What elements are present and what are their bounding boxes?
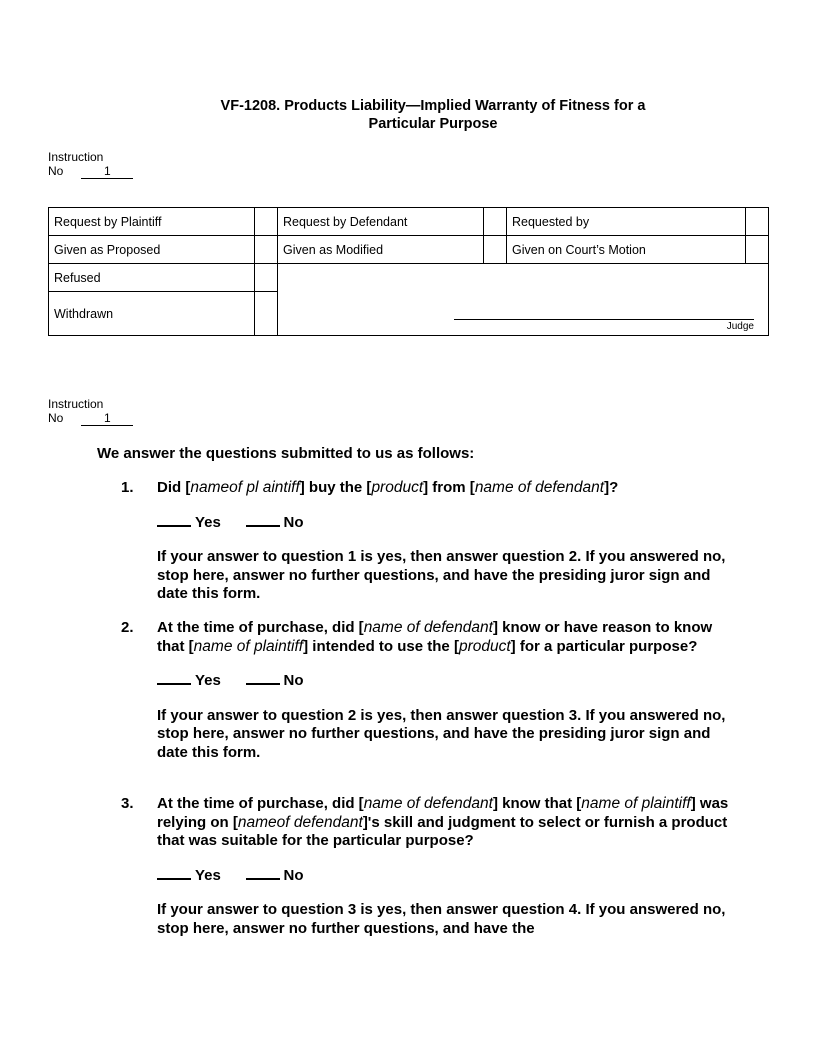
yes-no-answer [157,514,731,533]
given-as-proposed-label: Given as Proposed [49,236,255,264]
question-number: 2. [121,619,134,636]
placeholder-defendant-name: nameof defendant [237,813,363,831]
no-blank[interactable] [246,868,280,880]
placeholder-defendant-name: name of defendant [474,479,605,496]
question-3 [121,795,731,954]
placeholder-product: product [458,637,511,655]
yes-label: Yes [195,513,221,531]
placeholder-plaintiff-name: nameof pl aintiff [190,479,300,496]
yes-blank[interactable] [157,515,191,527]
refused-label: Refused [49,264,255,292]
question-number: 1. [121,479,134,496]
given-as-modified-label: Given as Modified [278,236,484,264]
question-text: At the time of purchase, did [name of defendant] know that [name of plaintiff] was relying on [nameof defendant]'s skill and judgment to select or furnish a product that was suitable for the particular purpose? [157,795,729,849]
instruction-no-value: 1 [81,165,133,179]
no-blank[interactable] [246,515,280,527]
given-as-proposed-box[interactable] [255,236,278,264]
withdrawn-label: Withdrawn [49,292,255,336]
no-label: No [48,411,64,425]
requested-by-label: Requested by [507,208,746,236]
placeholder-defendant-name: name of defendant [363,619,493,636]
refused-box[interactable] [255,264,278,292]
question-1 [121,479,731,620]
title-line-2: Particular Purpose [368,116,498,132]
yes-blank[interactable] [157,673,191,685]
judge-label: Judge [726,321,754,332]
given-on-courts-motion-label: Given on Court’s Motion [507,236,746,264]
no-label: No [283,866,304,884]
request-by-defendant-label: Request by Defendant [278,208,484,236]
judge-signature-line[interactable] [454,319,754,320]
instruction-label: Instruction [48,150,104,164]
judge-signature-area [278,264,769,336]
requested-by-box[interactable] [746,208,769,236]
document-title [150,97,716,133]
yes-no-answer [157,867,731,886]
question-text: Did [nameof pl aintiff] buy the [product] from [name of defendant]? [157,479,619,496]
question-followup: If your answer to question 1 is yes, then answer question 2. If you answered no, stop here, answer no further questions, and have the presiding juror sign and date this form. [157,548,726,602]
request-by-defendant-box[interactable] [484,208,507,236]
question-2 [121,619,731,778]
no-label: No [48,164,64,178]
yes-blank[interactable] [157,868,191,880]
instruction-number-bottom [48,397,133,426]
question-followup: If your answer to question 2 is yes, then answer question 3. If you answered no, stop here, answer no further questions, and have the presiding juror sign and date this form. [157,706,726,761]
question-number: 3. [121,795,134,812]
verdict-lead-text: We answer the questions submitted to us as follows: [97,445,475,462]
no-blank[interactable] [246,673,280,685]
request-by-plaintiff-box[interactable] [255,208,278,236]
withdrawn-box[interactable] [255,292,278,336]
yes-label: Yes [195,672,221,689]
placeholder-plaintiff-name: name of plaintiff [193,637,304,655]
instruction-label: Instruction [48,397,104,411]
placeholder-product: product [371,479,424,496]
yes-no-answer [157,672,731,691]
title-line-1: VF-1208. Products Liability—Implied Warranty of Fitness for a [220,98,646,114]
given-as-modified-box[interactable] [484,236,507,264]
no-label: No [283,672,304,689]
placeholder-plaintiff-name: name of plaintiff [581,795,691,812]
request-by-plaintiff-label: Request by Plaintiff [49,208,255,236]
instruction-no-value: 1 [81,412,133,426]
placeholder-defendant-name: name of defendant [363,795,493,812]
question-followup: If your answer to question 3 is yes, then answer question 4. If you answered no, stop here, answer no further questions, and have the [157,901,726,937]
question-text: At the time of purchase, did [name of defendant] know or have reason to know that [name of plaintiff] intended to use the [product] for a particular purpose? [157,619,713,655]
given-on-courts-motion-box[interactable] [746,236,769,264]
no-label: No [283,513,304,531]
request-disposition-table [48,207,769,336]
yes-label: Yes [195,866,221,884]
instruction-number-top [48,150,133,179]
